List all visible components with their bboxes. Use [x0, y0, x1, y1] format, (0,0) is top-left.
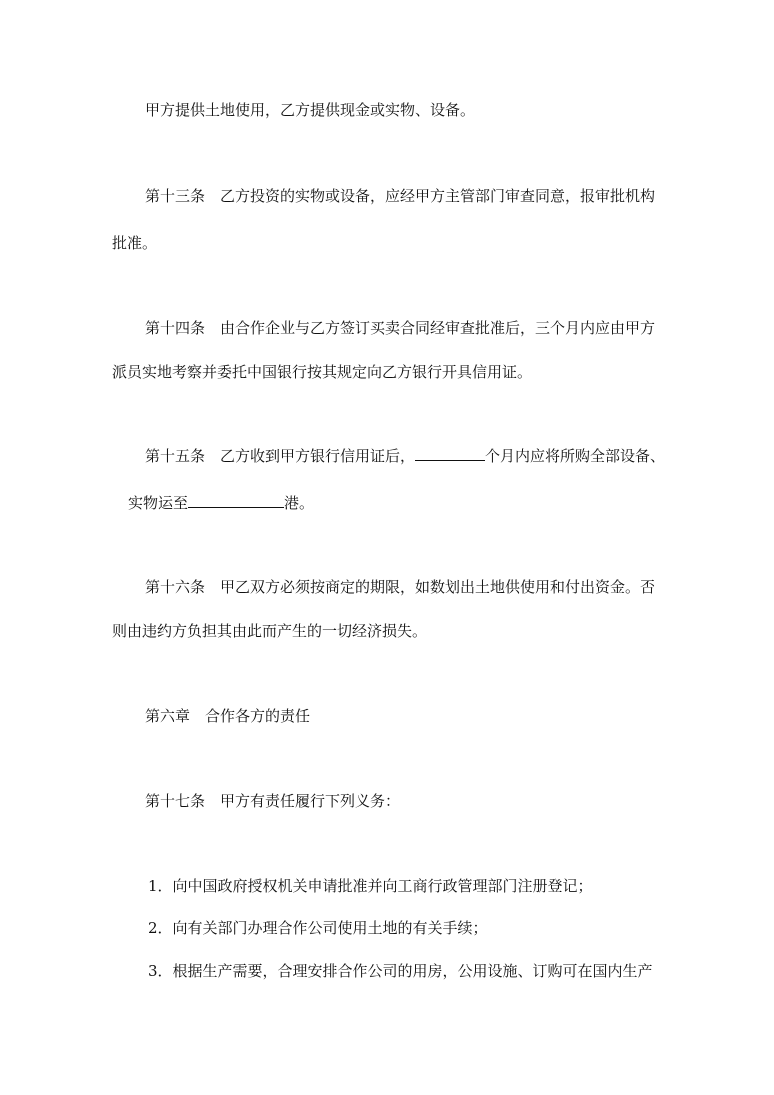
duty-item-1: 1．向中国政府授权机关申请批准并向工商行政管理部门注册登记； — [148, 877, 593, 895]
chapter-6-heading: 第六章 合作各方的责任 — [145, 707, 311, 725]
article-17: 第十七条 甲方有责任履行下列义务： — [145, 792, 401, 810]
article-15-text-a: 第十五条 乙方收到甲方银行信用证后， — [145, 447, 416, 465]
port-blank-field[interactable] — [188, 492, 284, 508]
article-15-line-1 — [145, 445, 665, 465]
article-13-line-1: 第十三条 乙方投资的实物或设备，应经甲方主管部门审查同意，报审批机构 — [145, 187, 656, 205]
article-15-text-d: 港。 — [284, 494, 315, 512]
article-14-line-2: 派员实地考察并委托中国银行按其规定向乙方银行开具信用证。 — [112, 363, 533, 381]
article-15-line-2 — [128, 492, 314, 512]
paragraph-land-cash: 甲方提供土地使用，乙方提供现金或实物、设备。 — [145, 101, 476, 119]
duty-item-2: 2．向有关部门办理合作公司使用土地的有关手续； — [148, 919, 488, 937]
article-16-line-2: 则由违约方负担其由此而产生的一切经济损失。 — [112, 622, 428, 640]
article-14-line-1: 第十四条 由合作企业与乙方签订买卖合同经审查批准后，三个月内应由甲方 — [145, 319, 656, 337]
article-16-line-1: 第十六条 甲乙双方必须按商定的期限，如数划出土地供使用和付出资金。否 — [145, 578, 656, 596]
article-15-text-b: 个月内应将所购全部设备、 — [485, 447, 666, 465]
months-blank-field[interactable] — [415, 445, 485, 461]
article-15-text-c: 实物运至 — [128, 494, 189, 512]
article-13-line-2: 批准。 — [112, 234, 158, 252]
duty-item-3: 3．根据生产需要，合理安排合作公司的用房，公用设施、订购可在国内生产 — [148, 962, 653, 980]
